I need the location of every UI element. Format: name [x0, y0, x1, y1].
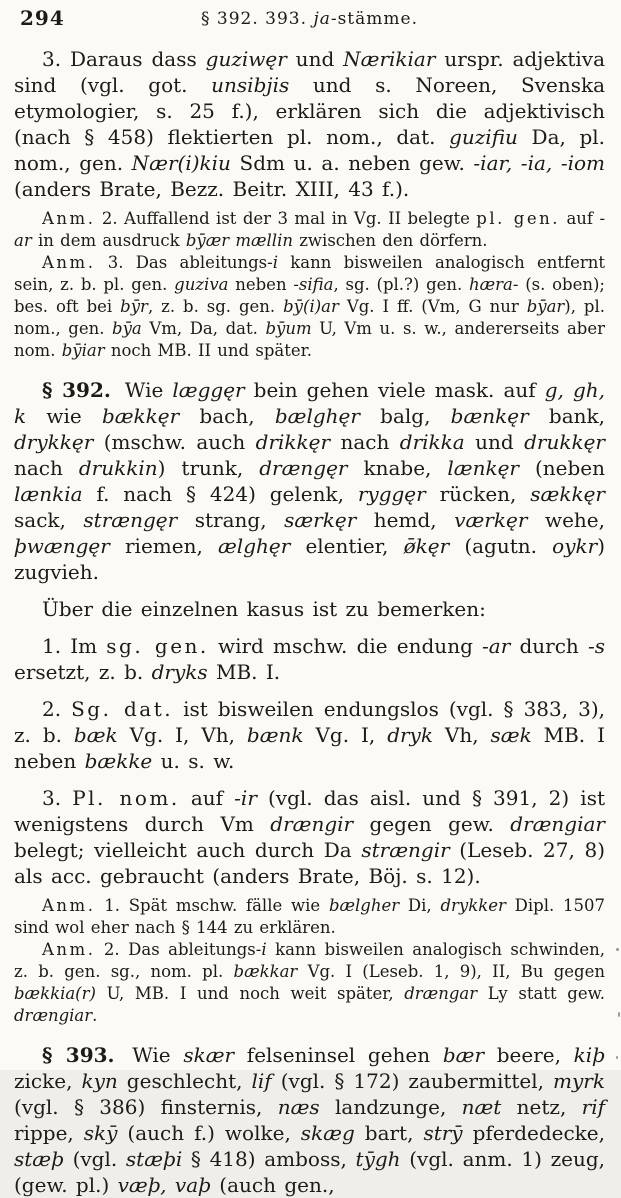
text-run: und [286, 47, 344, 71]
text-run: rücken, [425, 482, 531, 506]
text-run: f. nach § 424) gelenk, [82, 482, 358, 506]
text-run: neben [228, 275, 294, 294]
text-run: sækkęr [530, 482, 605, 506]
section-393-paragraph [14, 1042, 605, 1198]
text-run: hemd, [356, 508, 455, 532]
text-run: drikkęr [255, 430, 331, 454]
text-run: Vh, [432, 723, 491, 747]
text-run: ælghęr [218, 534, 291, 558]
text-run: (vgl. [63, 1147, 126, 1171]
text-run: bænkęr [450, 404, 529, 428]
text-run: ryggęr [357, 482, 426, 506]
text-run: § 418) amboss, [182, 1147, 356, 1171]
text-run: bækkar [233, 962, 298, 981]
text-run: lænkia [14, 482, 83, 506]
text-run: -iar, -ia, -iom [473, 151, 605, 175]
text-run: næs [277, 1095, 320, 1119]
text-run: in dem ausdruck [31, 231, 186, 250]
text-run: 2. Auffallend ist der 3 mal in Vg. II belegte [95, 209, 477, 228]
text-run: Vm, Da, dat. [141, 319, 266, 338]
text-run: skȳ [83, 1121, 118, 1145]
text-run: Vg. I (Leseb. 1, 9), II, Bu gegen [297, 962, 605, 981]
text-run: -ar [482, 634, 511, 658]
anmerkung-2-upper [14, 208, 605, 252]
text-run: landzunge, [319, 1095, 462, 1119]
text-run: bach, [179, 404, 275, 428]
text-run: i [272, 253, 278, 272]
text-run: zicke, [14, 1069, 82, 1093]
anmerkung-3-upper [14, 252, 605, 362]
text-run: Nærikiar [343, 47, 436, 71]
text-run: Dipl. 1507 sind wol eher nach § 144 zu erklären. [14, 896, 605, 937]
text-run: dryks [151, 660, 208, 684]
text-run: 3. [42, 786, 73, 810]
text-run: i [261, 940, 267, 959]
text-run: drykkęr [14, 430, 94, 454]
text-run: bȳr [120, 297, 148, 316]
text-run: strang, [177, 508, 285, 532]
text-run: § 392. 393. [201, 9, 314, 29]
text-run: 2. Das ableitungs- [95, 940, 262, 959]
text-run: -ir [234, 786, 257, 810]
text-run: bȳar [526, 297, 565, 316]
anmerkung-2-lower [14, 939, 605, 1027]
text-run: auf [560, 209, 600, 228]
text-run: 3. Daraus dass [42, 47, 206, 71]
text-run: nach [14, 456, 79, 480]
text-run: Anm. [42, 253, 96, 272]
text-run: drukkęr [524, 430, 605, 454]
text-run: ) trunk, [157, 456, 260, 480]
text-run: skæg [300, 1121, 355, 1145]
text-run: felseninsel gehen [234, 1043, 443, 1067]
text-run: hæra- [469, 275, 519, 294]
scan-speckle [618, 1012, 620, 1017]
text-run: noch MB. II und später. [104, 341, 312, 360]
text-run: u. s. w. [152, 749, 235, 773]
text-run: Wie [119, 1043, 184, 1067]
text-run: strængir [361, 838, 450, 862]
text-run: knabe, [347, 456, 448, 480]
text-run: (mschw. auch [93, 430, 256, 454]
page-number: 294 [20, 6, 65, 30]
text-run: wie [26, 404, 102, 428]
text-run: ø̄kęr [403, 534, 450, 558]
text-run: Vg. I, Vh, [117, 723, 247, 747]
text-run: guziva [174, 275, 229, 294]
text-run: ersetzt, z. b. [14, 660, 152, 684]
text-run: pferdedecke, [462, 1121, 605, 1145]
text-run: drukkin [78, 456, 158, 480]
text-run: kann bisweilen analogisch entfernt sein, z. b. pl. gen. [14, 253, 606, 294]
text-run: 1. Spät mschw. fälle wie [95, 896, 329, 915]
text-run: gegen gew. [353, 812, 511, 836]
text-run: bækkęr [101, 404, 180, 428]
text-run: bȳum [265, 319, 312, 338]
text-run: (auch gen., [210, 1173, 335, 1197]
text-run: auf [179, 786, 235, 810]
text-run: -stämme. [330, 9, 418, 29]
text-run: drængiar [14, 1006, 93, 1025]
text-run: Ly statt gew. [477, 984, 605, 1003]
text-run: Di, [399, 896, 441, 915]
text-run: næt [461, 1095, 502, 1119]
text-run: Vg. I, [303, 723, 388, 747]
case-note-2 [14, 696, 605, 774]
text-run: bækkia(r) [14, 984, 96, 1003]
text-run: (neben [518, 456, 606, 480]
text-run: Wie [115, 378, 173, 402]
text-run: bær [442, 1043, 485, 1067]
text-run: sack, [14, 508, 84, 532]
text-run: -ar [14, 209, 606, 250]
text-run: bank, [528, 404, 605, 428]
text-run: netz, [501, 1095, 582, 1119]
text-run: geschlecht, [117, 1069, 252, 1093]
text-run: Vg. I ff. (Vm, G nur [338, 297, 527, 316]
text-run: bæk [73, 723, 118, 747]
text-run: bække [84, 749, 153, 773]
text-run: , z. b. sg. gen. [147, 297, 284, 316]
case-note-3 [14, 785, 605, 889]
text-run: strȳ [423, 1121, 463, 1145]
text-run: Pl. nom. [72, 786, 180, 810]
text-run: (Leseb. 27, 8) als acc. gebraucht (anders Brate, Böj. s. 12). [14, 838, 605, 888]
text-run: Nær(i)kiu [131, 151, 231, 175]
text-run: -s [587, 634, 605, 658]
text-run: bælgher [328, 896, 400, 915]
paragraph-item-3-ja-stems [14, 46, 605, 202]
text-run: nach [330, 430, 400, 454]
text-run: skær [183, 1043, 235, 1067]
text-run: -sifia [293, 275, 334, 294]
text-run: U, Vm u. s. w., andererseits aber nom. [14, 319, 606, 360]
case-note-1 [14, 633, 605, 685]
text-run: Über die einzelnen kasus ist zu bemerken: [42, 597, 486, 621]
text-run: unsibjis [211, 73, 290, 97]
scan-speckle [616, 948, 619, 951]
text-run: belegt; vielleicht auch durch Da [14, 838, 362, 862]
text-run: bȳa [112, 319, 142, 338]
text-run: 1. Im [42, 634, 107, 658]
kasus-intro-line [14, 596, 605, 622]
text-run: drængiar [510, 812, 605, 836]
text-run: (anders Brate, Bezz. Beitr. XIII, 43 f.). [14, 177, 410, 201]
text-run: ja [313, 9, 331, 29]
text-run: Sg. dat. [71, 697, 174, 721]
text-run: guziwęr [205, 47, 287, 71]
anmerkung-1-lower [14, 895, 605, 939]
text-run: 3. Das ableitungs- [95, 253, 273, 272]
text-run: , sg. (pl.?) gen. [333, 275, 470, 294]
text-run: guzifiu [449, 125, 518, 149]
text-run: drykker [440, 896, 506, 915]
text-run: (vgl. § 386) finsternis, [14, 1095, 278, 1119]
text-run: (vgl. anm. 1) zeug, (gew. pl.) [14, 1147, 606, 1197]
text-run: . [92, 1006, 98, 1025]
text-run: lif [251, 1069, 272, 1093]
text-run: pl. gen. [476, 209, 561, 228]
text-run: Da, pl. nom., gen. [14, 125, 606, 175]
text-run: myrk [553, 1069, 605, 1093]
text-run: lænkęr [447, 456, 519, 480]
text-run: tȳgh [355, 1147, 401, 1171]
text-run: oykr [552, 534, 598, 558]
text-run: þwængęr [14, 534, 110, 558]
text-run: U, MB. I und noch weit später, [95, 984, 405, 1003]
text-run: væþ, vaþ [117, 1173, 211, 1197]
text-run: und [464, 430, 525, 454]
text-run: drængir [270, 812, 354, 836]
scan-speckle [616, 1056, 618, 1059]
text-run: bȳiar [61, 341, 105, 360]
text-run: durch [510, 634, 588, 658]
text-run: Anm. [42, 209, 96, 228]
text-run: læggęr [172, 378, 245, 402]
section-392-paragraph [14, 377, 605, 585]
text-run: urspr. adjektiva sind (vgl. got. [14, 47, 605, 97]
text-run: § 392. [42, 378, 111, 402]
text-run: g, gh, k [14, 378, 605, 428]
text-run: (vgl. § 172) zaubermittel, [271, 1069, 554, 1093]
text-run: sg. gen. [106, 634, 209, 658]
text-run: drikka [399, 430, 465, 454]
text-run: rif [581, 1095, 605, 1119]
text-run: MB. I neben [14, 723, 605, 773]
text-run: kyn [81, 1069, 118, 1093]
text-run: und s. Noreen, Svenska etymologier, s. 25 f.), erklären sich die adjektivisch (nach § 458) flektierten pl. nom., dat. [14, 73, 606, 149]
text-run: stæþi [125, 1147, 183, 1171]
text-run: særkęr [284, 508, 357, 532]
text-run: 2. [42, 697, 72, 721]
text-run: riemen, [109, 534, 218, 558]
text-run: (s. oben); bes. oft bei [14, 275, 605, 316]
text-run: bænk [246, 723, 304, 747]
text-run: sæk [490, 723, 532, 747]
text-run: Sdm u. a. neben gew. [230, 151, 474, 175]
text-run: bælghęr [274, 404, 360, 428]
text-run: ) zugvieh. [14, 534, 606, 584]
text-run: bȳær mællin [185, 231, 293, 250]
text-run: (vgl. das aisl. und § 391, 2) ist wenigstens durch Vm [14, 786, 606, 836]
text-run: kann bisweilen analogisch schwinden, z. b. gen. sg., nom. pl. [14, 940, 605, 981]
text-run: wird mschw. die endung [208, 634, 483, 658]
text-run: strængęr [83, 508, 178, 532]
text-run: drængar [404, 984, 478, 1003]
page-header [14, 6, 605, 32]
text-run: bart, [354, 1121, 424, 1145]
text-run: Anm. [42, 896, 96, 915]
text-run: wehe, [527, 508, 605, 532]
text-run: ist bisweilen endungslos (vgl. § 383, 3), z. b. [14, 697, 606, 747]
text-run: zwischen den dörfern. [292, 231, 488, 250]
text-run: værkęr [454, 508, 528, 532]
text-run: MB. I. [207, 660, 281, 684]
text-run: beere, [484, 1043, 574, 1067]
text-run: drængęr [259, 456, 348, 480]
text-run: balg, [359, 404, 451, 428]
text-run: bȳ(i)ar [283, 297, 339, 316]
text-run: dryk [387, 723, 433, 747]
text-run: ), pl. nom., gen. [14, 297, 606, 338]
text-run: kiþ [573, 1043, 605, 1067]
text-run: bein gehen viele mask. auf [244, 378, 545, 402]
text-run: (agutn. [449, 534, 553, 558]
text-run: elentier, [290, 534, 404, 558]
running-title [14, 9, 605, 29]
text-run: Anm. [42, 940, 96, 959]
text-run: stæþ [14, 1147, 64, 1171]
text-run: (auch f.) wolke, [117, 1121, 301, 1145]
text-run: § 393. [42, 1043, 115, 1067]
text-run: rippe, [14, 1121, 84, 1145]
